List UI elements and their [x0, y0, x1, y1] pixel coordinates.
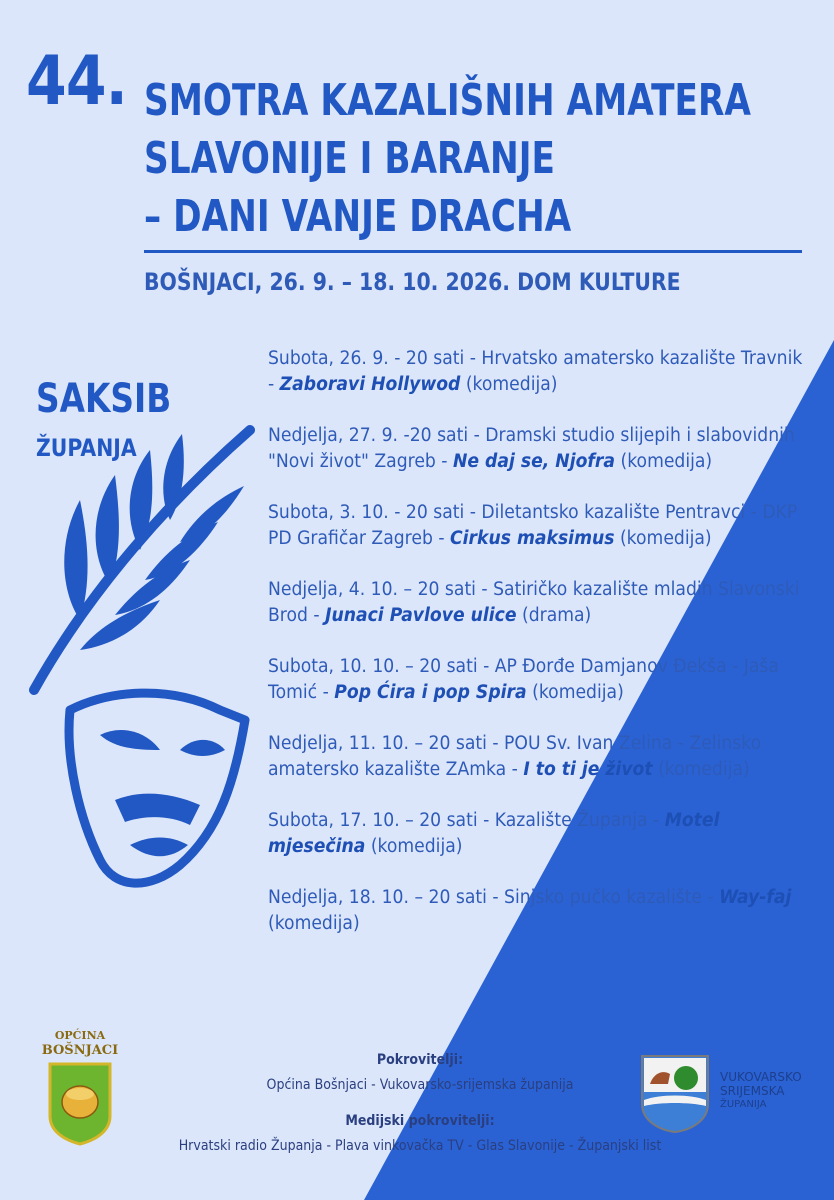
- event-details: Nedjelja, 4. 10. – 20 sati - Satiričko kazalište mladih Slavonski Brod -: [268, 579, 800, 626]
- sponsors-text: Općina Bošnjaci - Vukovarsko-srijemska županija: [266, 1077, 574, 1093]
- event-play-title: Cirkus maksimus: [450, 528, 615, 549]
- event-details: Subota, 3. 10. - 20 sati - Diletantsko kazalište Pentravci - DKP PD Grafičar Zagreb -: [268, 502, 798, 549]
- event-play-title: Ne daj se, Njofra: [452, 451, 616, 472]
- event-play-title: Motel mjesečina: [268, 810, 720, 857]
- event-item: [268, 423, 807, 475]
- event-item: [268, 500, 807, 552]
- event-play-title: Pop Ćira i pop Spira: [334, 682, 527, 703]
- event-location-dates: BOŠNJACI, 26. 9. – 18. 10. 2026. DOM KULTURE: [144, 268, 681, 296]
- theatre-mask-icon: [20, 420, 260, 890]
- event-play-title: Way-faj: [719, 887, 792, 908]
- event-genre: (komedija): [268, 913, 360, 934]
- media-sponsors-text: Hrvatski radio Županja - Plava vinkovačka TV - Glas Slavonije - Županjski list: [178, 1138, 662, 1154]
- event-details: Nedjelja, 27. 9. -20 sati - Dramski studio slijepih i slabovidnih "Novi život" Zagreb -: [268, 425, 795, 472]
- organizer-name: SAKSIB: [36, 376, 172, 422]
- media-sponsors-label: Medijski pokrovitelji:: [345, 1113, 495, 1129]
- title-line-2: SLAVONIJE I BARANJE: [144, 133, 555, 184]
- event-genre: (komedija): [365, 836, 463, 857]
- event-play-title: Zaboravi Hollywod: [279, 374, 461, 395]
- title-divider: [144, 250, 802, 253]
- title-line-3: – DANI VANJE DRACHA: [144, 191, 572, 242]
- event-item: [268, 885, 807, 937]
- event-details: Subota, 26. 9. - 20 sati - Hrvatsko amatersko kazalište Travnik -: [268, 348, 803, 395]
- event-list: [268, 346, 808, 962]
- county-line1: VUKOVARSKO: [720, 1070, 802, 1084]
- event-details: Nedjelja, 11. 10. – 20 sati - POU Sv. Ivan Zelina - Zelinsko amatersko kazalište ZAmka -: [268, 733, 762, 780]
- event-genre: (komedija): [615, 451, 713, 472]
- event-details: Subota, 10. 10. – 20 sati - AP Đorđe Damjanov Đekša - Jaša Tomić -: [268, 656, 779, 703]
- logo-left-line2: BOŠNJACI: [41, 1043, 119, 1058]
- event-genre: (komedija): [652, 759, 750, 780]
- event-details: Nedjelja, 18. 10. – 20 sati - Sinjsko pučko kazalište -: [268, 887, 720, 908]
- event-item: [268, 577, 807, 629]
- title-line-1: SMOTRA KAZALIŠNIH AMATERA: [144, 75, 751, 126]
- bosnjaci-coat-of-arms-icon: [38, 1026, 122, 1148]
- sponsors-label: Pokrovitelji:: [376, 1052, 464, 1068]
- event-genre: (komedija): [526, 682, 624, 703]
- county-line3: ŽUPANIJA: [720, 1099, 767, 1110]
- page-title: [144, 72, 751, 246]
- event-item: [268, 346, 807, 398]
- event-genre: (drama): [516, 605, 592, 626]
- event-item: [268, 654, 807, 706]
- event-details: Subota, 17. 10. – 20 sati - Kazalište Županja -: [268, 810, 665, 831]
- logo-left-line1: OPĆINA: [54, 1029, 106, 1042]
- event-play-title: Junaci Pavlove ulice: [325, 605, 517, 626]
- county-logo-text: [720, 1070, 802, 1112]
- event-genre: (komedija): [614, 528, 712, 549]
- edition-number: 44.: [26, 42, 128, 121]
- event-item: [268, 731, 807, 783]
- event-play-title: I to ti je život: [523, 759, 653, 780]
- county-line2: SRIJEMSKA: [720, 1084, 785, 1098]
- organizer-place: ŽUPANJA: [36, 434, 137, 462]
- event-item: [268, 808, 807, 860]
- event-genre: (komedija): [460, 374, 558, 395]
